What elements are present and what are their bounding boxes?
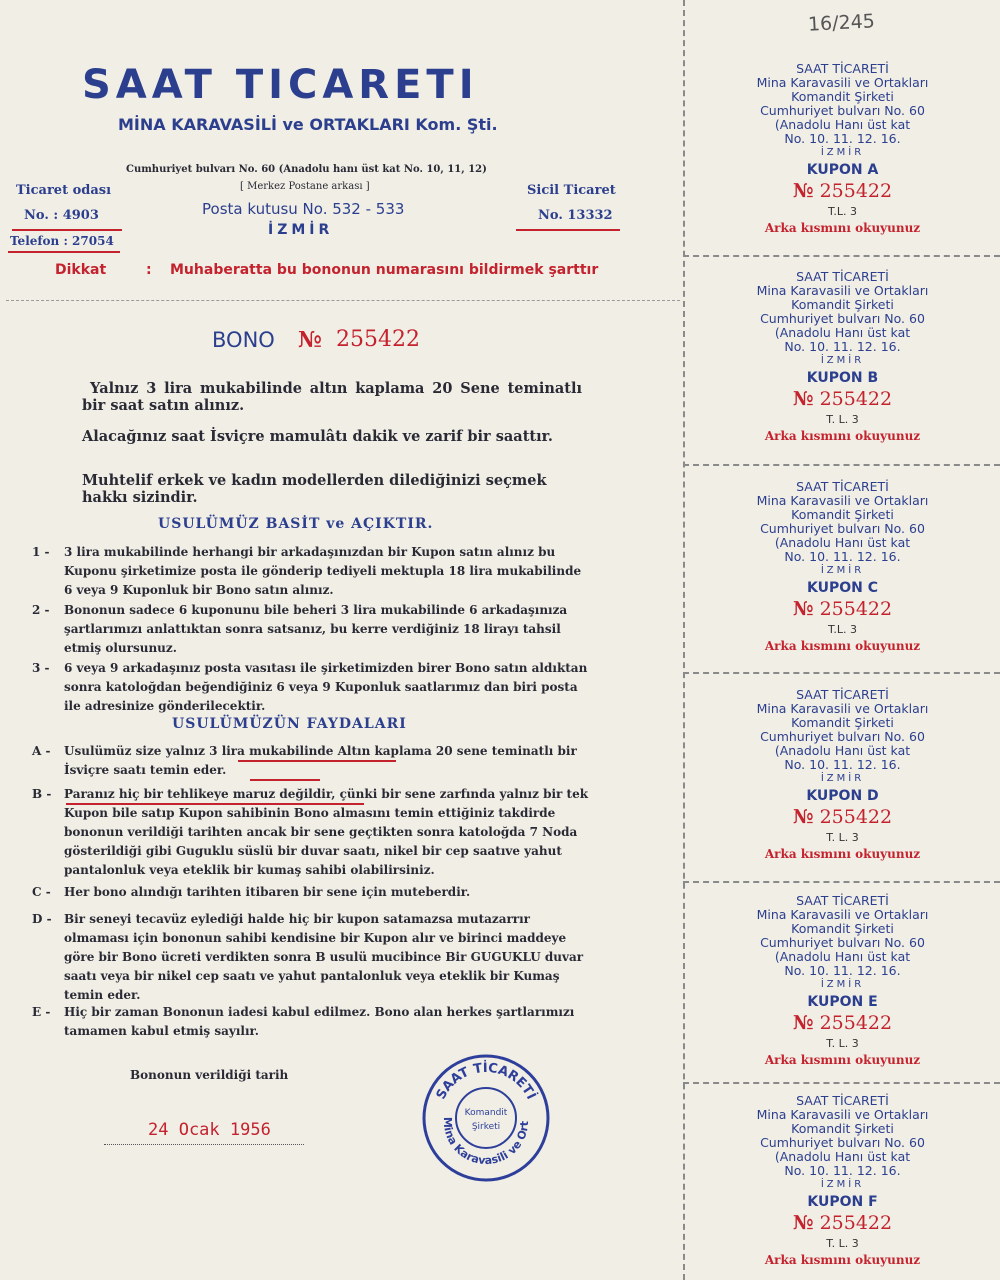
item-text: Her bono alındığı tarihten itibaren bir sene için muteberdir. — [64, 885, 471, 899]
coupon-partners: Mina Karavasili ve Ortakları — [756, 907, 929, 922]
coupon-b — [690, 270, 995, 480]
coupon-rooms: No. 10. 11. 12. 16. — [784, 963, 901, 978]
coupon-address: Cumhuriyet bulvarı No. 60 — [760, 729, 925, 744]
coupon-back-note: Arka kısmını okuyunuz — [764, 639, 921, 653]
coupon-building: (Anadolu Hanı üst kat — [774, 535, 911, 550]
section2-item-e — [32, 1003, 592, 1041]
coupon-number: 255422 — [819, 598, 893, 620]
coupon-address: Cumhuriyet bulvarı No. 60 — [760, 311, 925, 326]
coupon-number: 255422 — [819, 1212, 893, 1234]
coupon-number-symbol: № — [792, 1212, 814, 1234]
coupon-number-row — [690, 180, 995, 202]
coupon-number-row — [690, 1212, 995, 1234]
coupon-price: T. L. 3 — [826, 413, 859, 426]
issue-date: 24 Ocak 1956 — [148, 1120, 271, 1140]
coupon-company-type: Komandit Şirketi — [791, 1121, 894, 1136]
coupon-company: SAAT TİCARETİ — [796, 1093, 889, 1108]
coupon-company: SAAT TİCARETİ — [796, 687, 889, 702]
dikkat-label: Dikkat — [55, 262, 107, 278]
ticaret-odasi-number: No. : 4903 — [24, 208, 99, 223]
coupon-building: (Anadolu Hanı üst kat — [774, 325, 911, 340]
item-key: B - — [32, 787, 52, 801]
company-subtitle: MİNA KARAVASİLİ ve ORTAKLARI Kom. Şti. — [118, 115, 498, 134]
item-text: 3 lira mukabilinde herhangi bir arkadaşınızdan bir Kupon satın alınız bu Kuponu şirketimize posta ile gönderip tediyeli mektupla 18 lira mukabilinde 6 veya 9 Kuponluk bir Bono satın alınız. — [64, 545, 582, 597]
coupon-number-row — [690, 1012, 995, 1034]
coupon-a — [690, 62, 995, 272]
coupon-city: İZMİR — [820, 355, 865, 366]
coupon-f — [690, 1094, 995, 1280]
seal-bottom-text: Mina Karavasili ve Ort — [440, 1116, 532, 1168]
coupon-building: (Anadolu Hanı üst kat — [774, 949, 911, 964]
coupon-city: İZMİR — [820, 1179, 865, 1190]
coupon-company-type: Komandit Şirketi — [791, 715, 894, 730]
city-name: İZMİR — [268, 222, 334, 238]
bono-number: 255422 — [336, 327, 420, 352]
coupon-building: (Anadolu Hanı üst kat — [774, 1149, 911, 1164]
coupon-c — [690, 480, 995, 690]
coupon-number: 255422 — [819, 180, 893, 202]
company-name: SAAT TICARETI — [82, 62, 479, 108]
item-key: D - — [32, 912, 52, 926]
coupon-partners: Mina Karavasili ve Ortakları — [756, 283, 929, 298]
merkez-note: [ Merkez Postane arkası ] — [240, 181, 370, 192]
item-key: A - — [32, 744, 51, 758]
coupon-city: İZMİR — [820, 979, 865, 990]
section2-item-c — [32, 883, 592, 902]
header-rule — [6, 300, 680, 301]
coupon-city: İZMİR — [820, 147, 865, 158]
ticaret-odasi-label: Ticaret odası — [16, 183, 112, 198]
coupon-company: SAAT TİCARETİ — [796, 61, 889, 76]
section1-item-3 — [32, 659, 592, 716]
seal-center-line-2: Şirketi — [471, 1122, 501, 1132]
section2-item-b — [32, 785, 592, 880]
coupon-number: 255422 — [819, 1012, 893, 1034]
section-faydalari-title: USULÜMÜZÜN FAYDALARI — [172, 716, 407, 732]
coupon-company-type: Komandit Şirketi — [791, 89, 894, 104]
intro-paragraph-1: Yalnız 3 lira mukabilinde altın kaplama 20 Sene teminatlı bir saat satın alınız. — [82, 380, 582, 414]
coupon-rooms: No. 10. 11. 12. 16. — [784, 131, 901, 146]
sicil-underline — [516, 229, 620, 231]
bono-label: BONO — [212, 328, 275, 352]
coupon-address: Cumhuriyet bulvarı No. 60 — [760, 103, 925, 118]
item-key: 1 - — [32, 545, 50, 559]
coupon-number-symbol: № — [792, 180, 814, 202]
coupon-partners: Mina Karavasili ve Ortakları — [756, 75, 929, 90]
coupon-d — [690, 688, 995, 898]
coupon-label: KUPON A — [806, 162, 879, 178]
coupon-price: T. L. 3 — [826, 1037, 859, 1050]
intro-paragraph-3: Muhtelif erkek ve kadın modellerden dilediğinizi seçmek hakkı sizindir. — [82, 472, 547, 506]
coupon-company: SAAT TİCARETİ — [796, 893, 889, 908]
coupon-label: KUPON B — [806, 370, 879, 386]
coupon-price: T.L. 3 — [827, 623, 858, 636]
coupon-number-symbol: № — [792, 806, 814, 828]
highlight-underline-a — [238, 760, 396, 762]
item-text: Paranız hiç bir tehlikeye maruz değildir, çünki bir sene zarfında yalnız bir tek Kupon bile satıp Kupon sahibinin Bono almasını temin ettiğiniz takdirde bononun verildiği tarihten ancak bir sene geçtikten sonra katoloğda 7 Noda gösterildiği gibi Guguklu süslü bir duvar saatı, nikel bir cep saatıve yahut pantalonluk veya eteklik bir kumaş sahibi olabilirsiniz. — [64, 787, 589, 877]
coupon-price: T.L. 3 — [827, 205, 858, 218]
item-key: C - — [32, 885, 51, 899]
coupon-back-note: Arka kısmını okuyunuz — [764, 847, 921, 861]
coupon-company-type: Komandit Şirketi — [791, 921, 894, 936]
item-text: 6 veya 9 arkadaşınız posta vasıtası ile şirketimizden birer Bono satın aldıktan sonra katoloğdan beğendiğiniz 6 veya 9 Kuponluk saatlarımız dan biri posta ile adresinize gönderilecektir. — [64, 661, 588, 713]
section1-item-1 — [32, 543, 592, 600]
coupon-company-type: Komandit Şirketi — [791, 297, 894, 312]
telephone-underline — [8, 251, 120, 253]
coupon-label: KUPON E — [807, 994, 878, 1010]
seal-graphic — [420, 1052, 552, 1184]
coupon-building: (Anadolu Hanı üst kat — [774, 117, 911, 132]
item-text: Bononun sadece 6 kuponunu bile beheri 3 lira mukabilinde 6 arkadaşınıza şartlarımızı anlattıktan sonra satsanız, bu kerre verdiğiniz 18 lirayı tahsil etmiş olursunuz. — [64, 603, 568, 655]
item-text: Usulümüz size yalnız 3 lira mukabilinde Altın kaplama 20 sene teminatlı bir İsviçre saatı temin eder. — [64, 744, 577, 777]
coupon-label: KUPON F — [807, 1194, 878, 1210]
coupon-price: T. L. 3 — [826, 1237, 859, 1250]
coupon-company: SAAT TİCARETİ — [796, 269, 889, 284]
handwritten-reference: 16/245 — [807, 10, 876, 36]
post-box: Posta kutusu No. 532 - 533 — [202, 200, 405, 218]
highlight-underline-b — [66, 803, 364, 805]
coupon-number-row — [690, 806, 995, 828]
telephone-number: Telefon : 27054 — [10, 234, 114, 248]
coupon-company: SAAT TİCARETİ — [796, 479, 889, 494]
seal-center-line-1: Komandit — [464, 1108, 508, 1118]
section2-item-d — [32, 910, 592, 1005]
coupon-back-note: Arka kısmını okuyunuz — [764, 429, 921, 443]
bono-number-symbol: № — [298, 327, 322, 353]
coupon-rooms: No. 10. 11. 12. 16. — [784, 339, 901, 354]
coupon-number-symbol: № — [792, 388, 814, 410]
highlight-underline-a2 — [250, 779, 320, 781]
item-key: 3 - — [32, 661, 50, 675]
coupon-city: İZMİR — [820, 773, 865, 784]
item-key: E - — [32, 1005, 51, 1019]
coupon-address: Cumhuriyet bulvarı No. 60 — [760, 1135, 925, 1150]
coupon-number-symbol: № — [792, 598, 814, 620]
item-key: 2 - — [32, 603, 50, 617]
coupon-building: (Anadolu Hanı üst kat — [774, 743, 911, 758]
coupon-label: KUPON D — [806, 788, 879, 804]
coupon-partners: Mina Karavasili ve Ortakları — [756, 1107, 929, 1122]
company-address: Cumhuriyet bulvarı No. 60 (Anadolu hanı üst kat No. 10, 11, 12) — [126, 164, 487, 175]
coupon-number: 255422 — [819, 388, 893, 410]
seal-outer-text: SAAT TİCARETİ — [433, 1060, 539, 1103]
coupon-back-note: Arka kısmını okuyunuz — [764, 1053, 921, 1067]
coupon-number-row — [690, 388, 995, 410]
coupon-city: İZMİR — [820, 565, 865, 576]
ticaret-odasi-underline — [12, 229, 122, 231]
sicil-number: No. 13332 — [538, 208, 613, 223]
intro-paragraph-2: Alacağınız saat İsviçre mamulâtı dakik ve zarif bir saattır. — [82, 428, 553, 445]
dikkat-text: Muhaberatta bu bononun numarasını bildirmek şarttır — [170, 262, 599, 278]
coupon-number-row — [690, 598, 995, 620]
coupon-label: KUPON C — [807, 580, 878, 596]
item-text: Bir seneyi tecavüz eylediği halde hiç bir kupon satamazsa mutazarrır olmaması için bononun sahibi kendisine bir Kupon alır ve birinci maddeye göre bir Bono ücreti verdikten sonra B usulü mucibince Bir GUGUKLU duvar saatı veya bir nikel cep saatı ve yahut pantalonluk veya eteklik bir Kumaş temin eder. — [64, 912, 584, 1002]
coupon-price: T. L. 3 — [826, 831, 859, 844]
coupon-e — [690, 894, 995, 1104]
date-label: Bononun verildiği tarih — [130, 1068, 289, 1082]
coupon-address: Cumhuriyet bulvarı No. 60 — [760, 521, 925, 536]
coupon-company-type: Komandit Şirketi — [791, 507, 894, 522]
coupon-partners: Mina Karavasili ve Ortakları — [756, 701, 929, 716]
coupon-partners: Mina Karavasili ve Ortakları — [756, 493, 929, 508]
coupon-number-symbol: № — [792, 1012, 814, 1034]
coupon-rooms: No. 10. 11. 12. 16. — [784, 1163, 901, 1178]
perforation-vertical — [683, 0, 685, 1280]
coupon-rooms: No. 10. 11. 12. 16. — [784, 549, 901, 564]
sicil-label: Sicil Ticaret — [527, 183, 616, 198]
date-dotted-line — [104, 1144, 304, 1145]
section-usulumuz-title: USULÜMÜZ BASİT ve AÇIKTIR. — [158, 516, 434, 532]
dikkat-separator: : — [146, 262, 152, 278]
coupon-back-note: Arka kısmını okuyunuz — [764, 1253, 921, 1267]
company-seal-stamp — [420, 1052, 552, 1184]
section1-item-2 — [32, 601, 592, 658]
coupon-number: 255422 — [819, 806, 893, 828]
coupon-back-note: Arka kısmını okuyunuz — [764, 221, 921, 235]
coupon-address: Cumhuriyet bulvarı No. 60 — [760, 935, 925, 950]
item-text: Hiç bir zaman Bononun iadesi kabul edilmez. Bono alan herkes şartlarımızı tamamen kabul etmiş sayılır. — [64, 1005, 575, 1038]
coupon-rooms: No. 10. 11. 12. 16. — [784, 757, 901, 772]
